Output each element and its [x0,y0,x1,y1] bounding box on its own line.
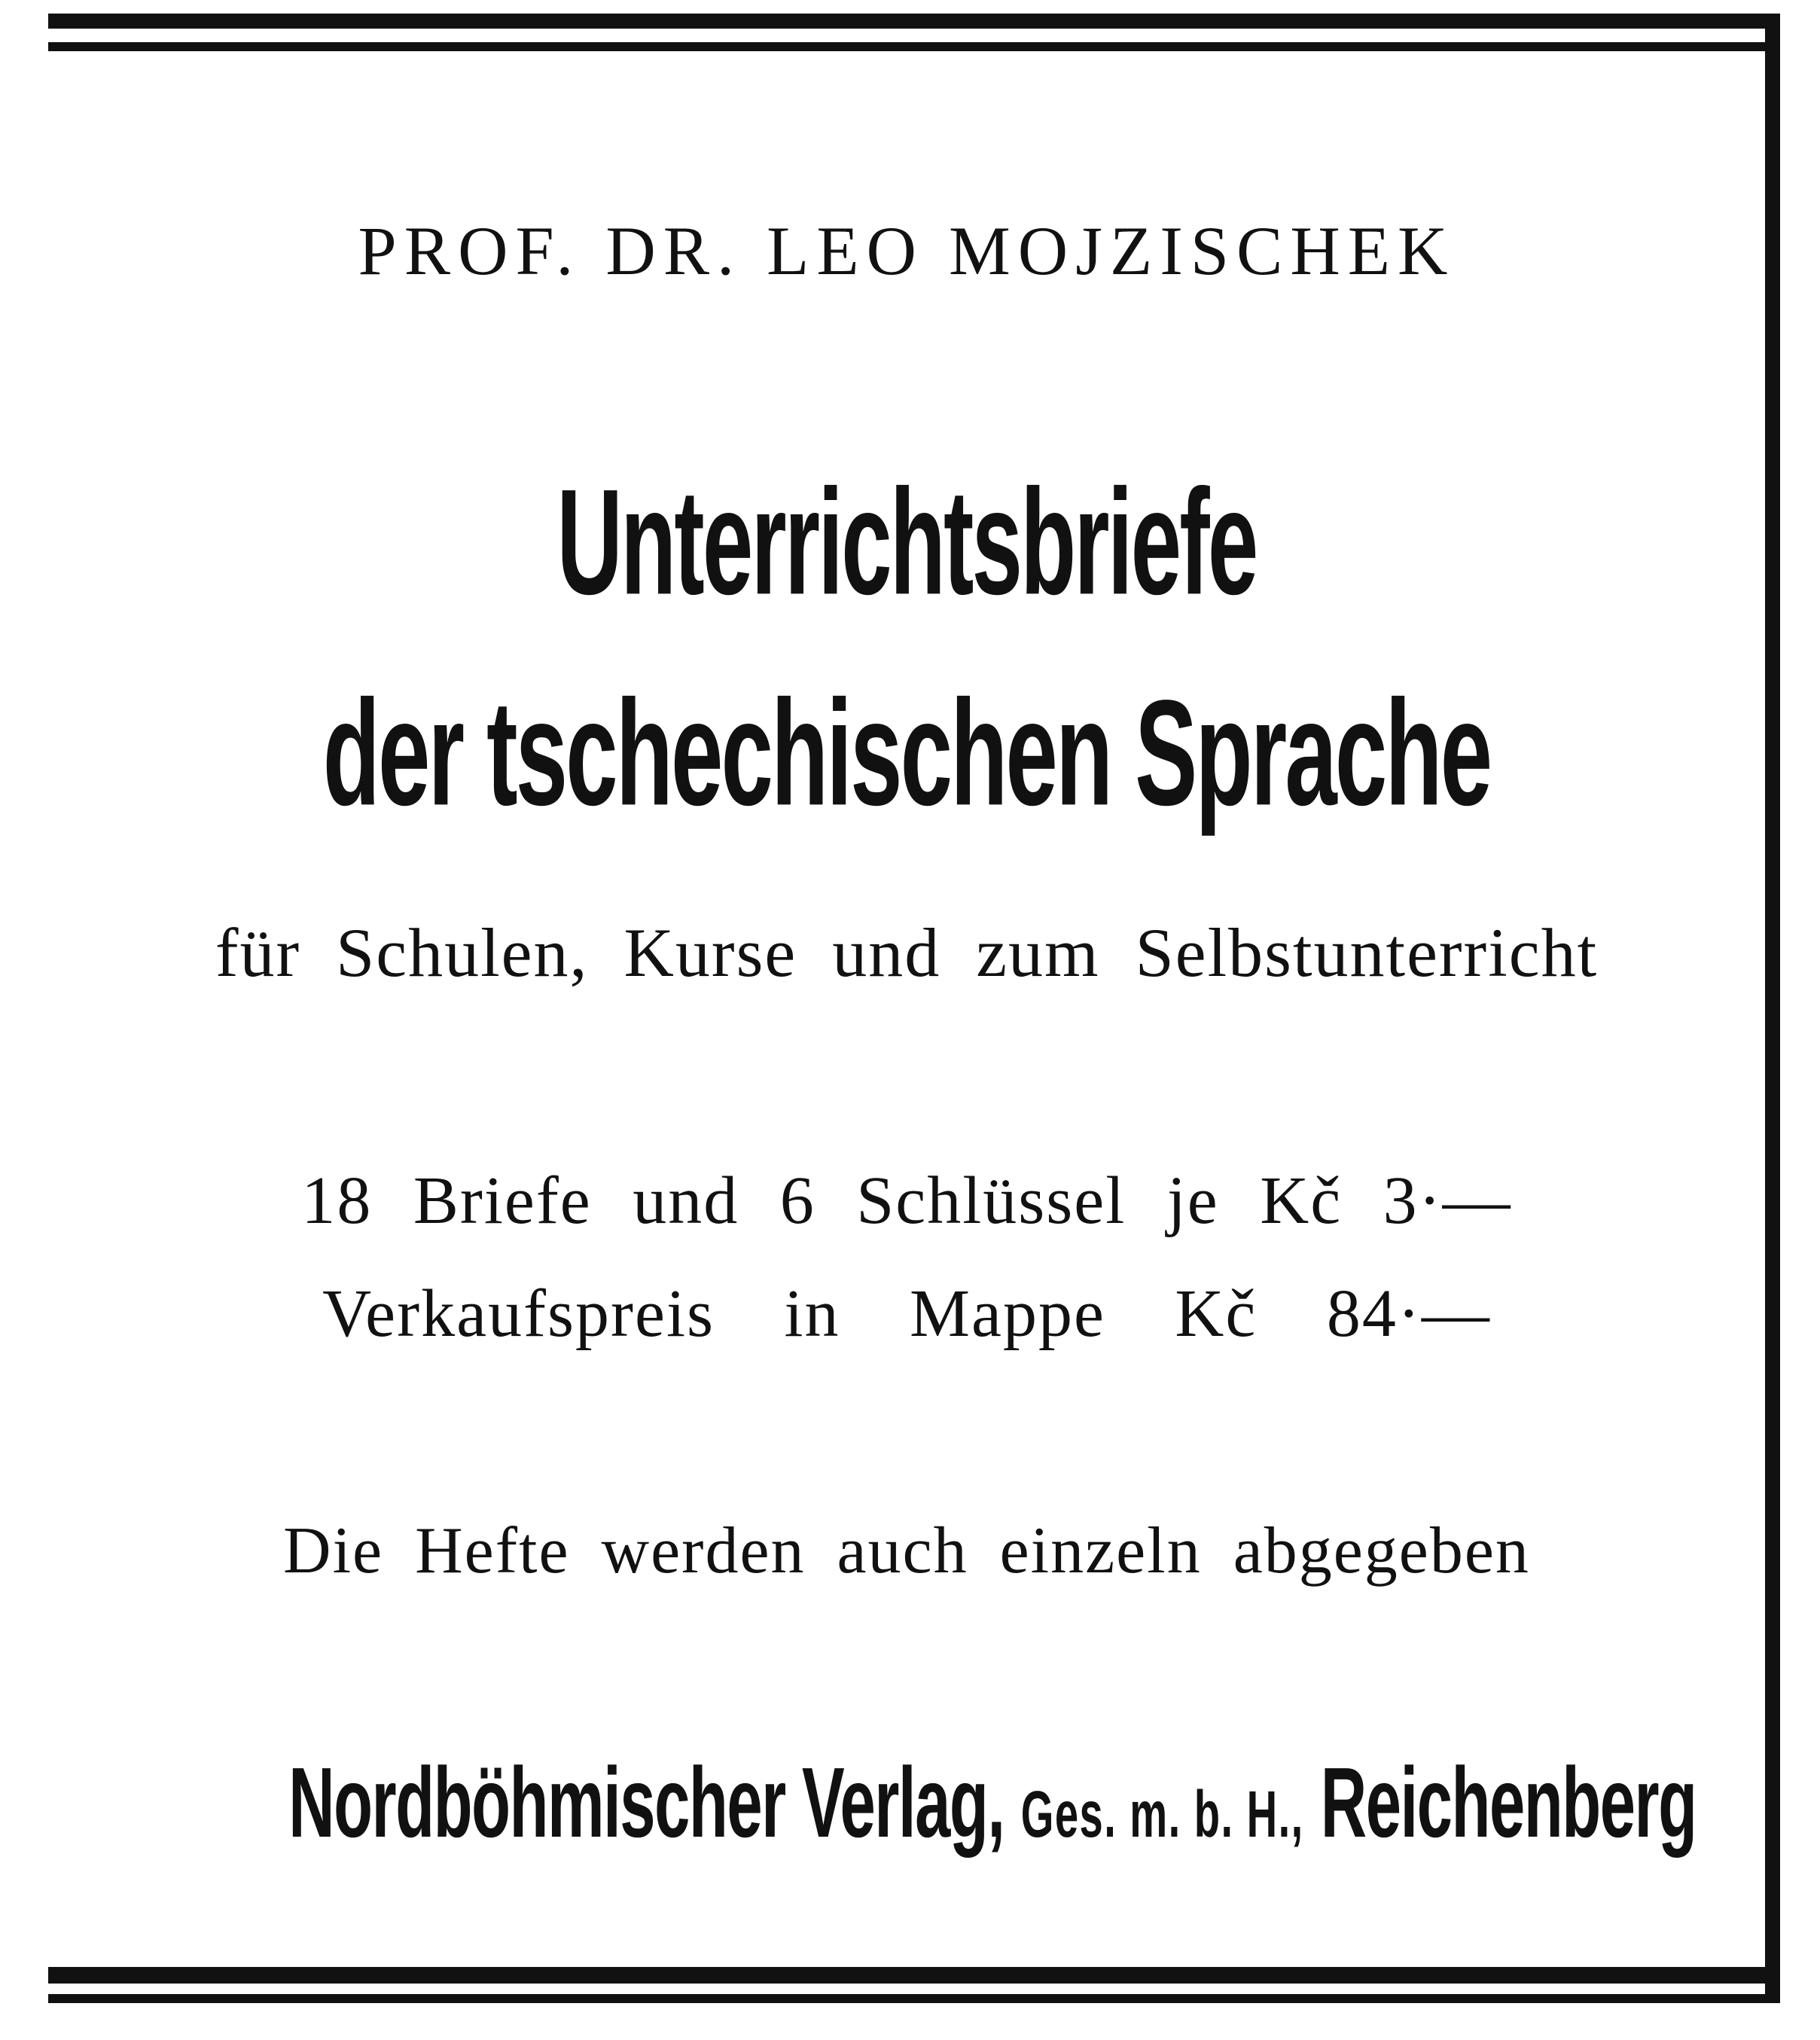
frame-top-thin-rule [48,42,1780,51]
publisher-name: Nordböhmischer Verlag, [288,1747,1005,1859]
subtitle: für Schulen, Kurse und zum Selbstunterricht [215,914,1599,991]
price-line-1: 18 Briefe und 6 Schlüssel je Kč 3·— [301,1163,1512,1238]
publisher-line [288,1731,1697,1886]
title-line-2: der tschechischen Sprache [322,669,1491,837]
note-text: Die Hefte werden auch einzeln abgegeben [283,1514,1530,1587]
frame-top-thick-rule [48,14,1780,29]
frame-right-rule [1765,14,1780,2003]
publisher-legal-form: Ges. m. b. H., [1020,1776,1304,1852]
title-line-1: Unterrichtsbriefe [556,458,1257,626]
frame-bottom-thin-rule [48,1994,1780,2003]
price-line-2: Verkaufspreis in Mappe Kč 84·— [322,1276,1491,1351]
author-name: PROF. DR. LEO MOJZISCHEK [358,212,1456,289]
frame-bottom-thick-rule [48,1967,1780,1984]
publisher-city: Reichenberg [1320,1747,1697,1859]
